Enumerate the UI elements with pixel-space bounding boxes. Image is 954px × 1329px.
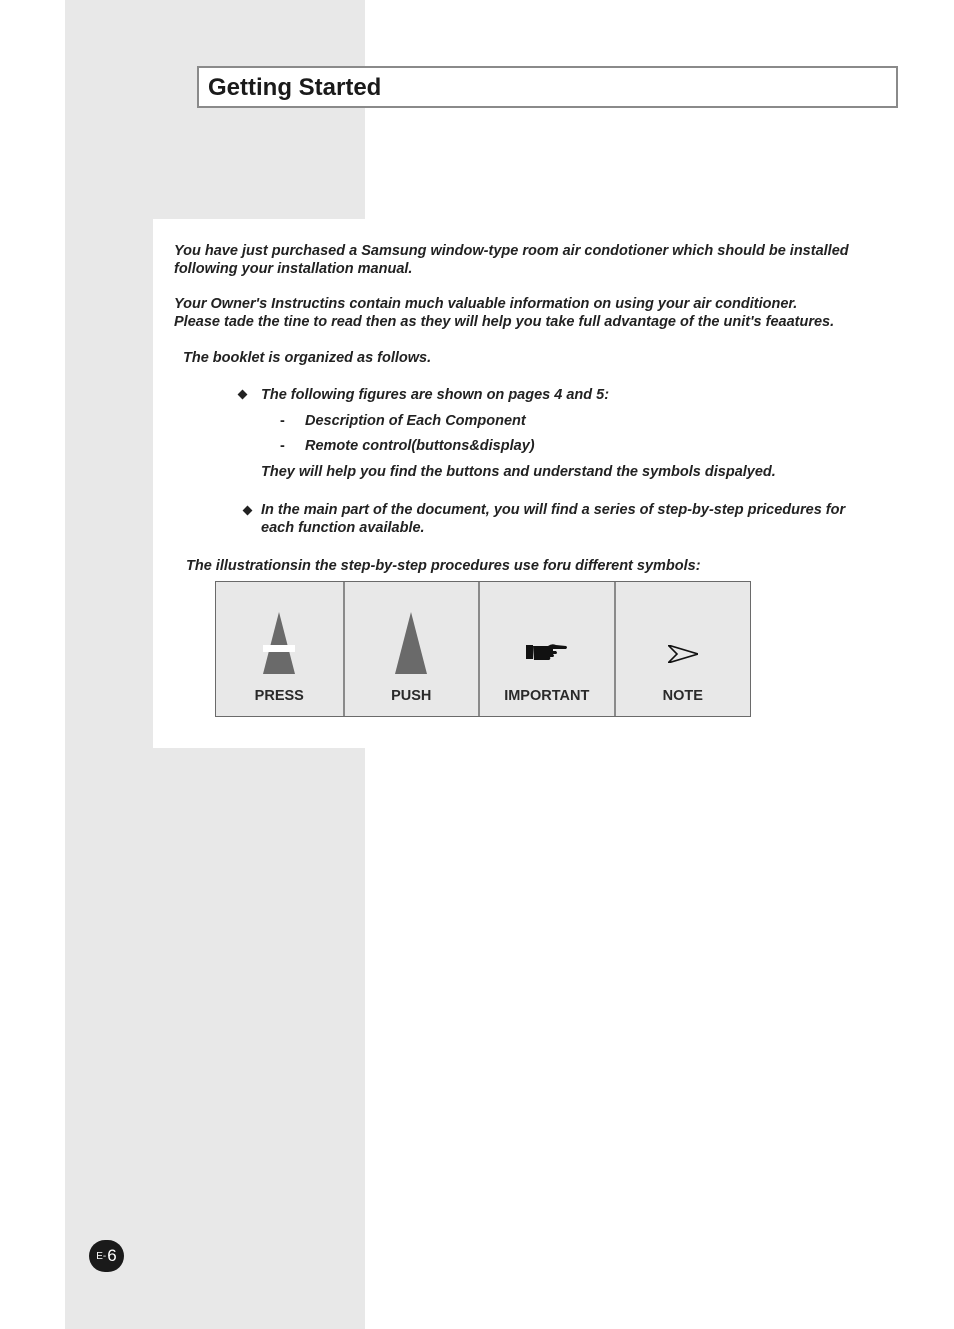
pointing-hand-icon — [526, 641, 568, 663]
content-panel — [153, 219, 893, 748]
symbol-cell-push — [345, 582, 481, 716]
symbol-cell-press — [216, 582, 345, 716]
page-title: Getting Started — [208, 74, 382, 101]
symbol-label-note: NOTE — [662, 688, 703, 704]
bullet-diamond-icon — [238, 390, 248, 400]
symbol-cell-important — [480, 582, 616, 716]
list-item-procedures-line-2: each function available. — [261, 520, 425, 536]
dash-marker: - — [280, 438, 285, 454]
symbol-label-press: PRESS — [254, 688, 304, 704]
arrowhead-icon — [668, 645, 698, 663]
intro-paragraph-1-line-1: You have just purchased a Samsung window-type room air condotioner which should be installed — [174, 243, 849, 259]
list-item-figures: The following figures are shown on pages 4 and 5: — [261, 387, 610, 403]
list-item-figures-note: They will help you find the buttons and understand the symbols dispalyed. — [261, 464, 776, 480]
symbol-cell-note — [616, 582, 750, 716]
organization-note: The booklet is organized as follows. — [183, 350, 432, 366]
dash-marker: - — [280, 413, 285, 429]
intro-paragraph-2-line-2: Please tade the tine to read then as they will help you take full advantage of the unit's feaatures. — [174, 314, 835, 330]
page-prefix: E- — [96, 1250, 107, 1262]
sub-item-description: Description of Each Component — [305, 413, 526, 429]
bullet-diamond-icon — [243, 506, 253, 516]
list-item-procedures-line-1: In the main part of the document, you will find a series of step-by-step pricedures for — [261, 502, 846, 518]
intro-paragraph-1-line-2: following your installation manual. — [174, 261, 413, 277]
symbols-table — [215, 581, 751, 717]
page-number: 6 — [107, 1246, 117, 1265]
symbol-label-push: PUSH — [391, 688, 432, 704]
push-triangle-icon — [395, 612, 427, 674]
sub-item-remote: Remote control(buttons&display) — [305, 438, 535, 454]
intro-paragraph-2-line-1: Your Owner's Instructins contain much valuable information on using your air conditioner. — [174, 296, 798, 312]
press-triangle-icon — [263, 612, 295, 674]
symbols-intro: The illustrationsin the step-by-step procedures use foru different symbols: — [186, 558, 701, 574]
symbol-label-important: IMPORTANT — [504, 688, 590, 704]
page-number-badge — [89, 1240, 124, 1272]
title-box — [197, 66, 898, 108]
